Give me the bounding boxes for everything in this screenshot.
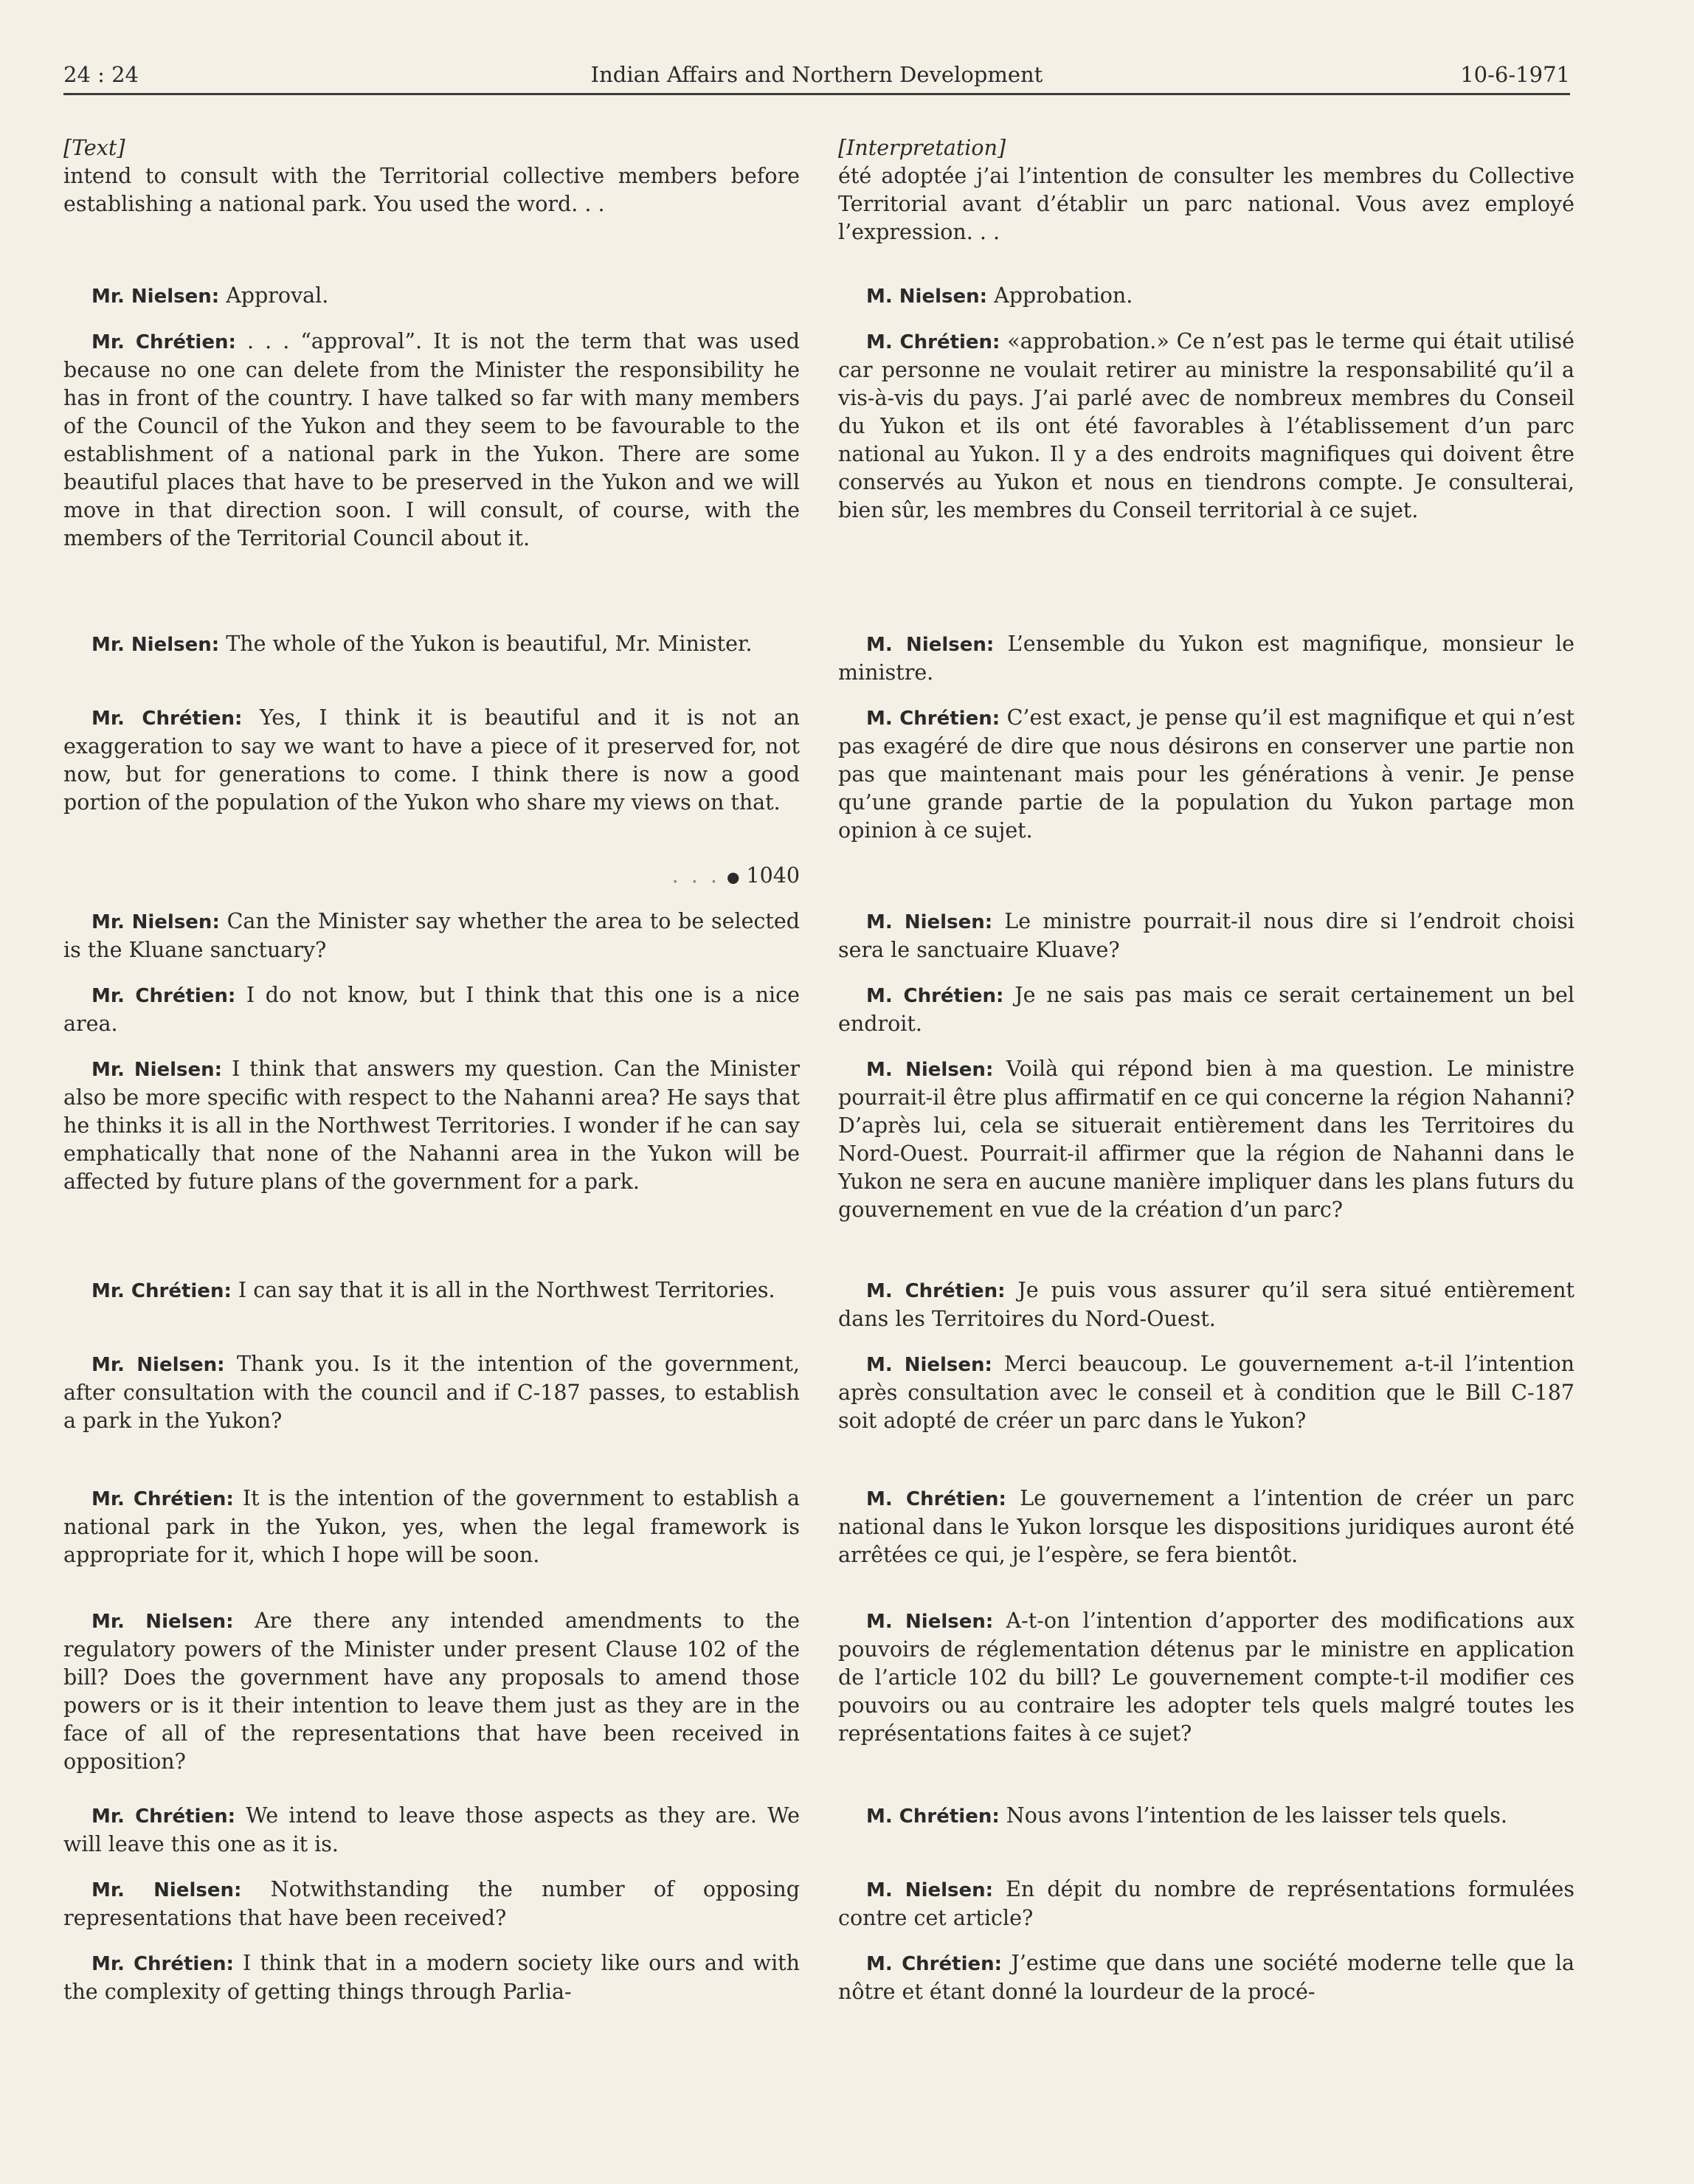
paragraph xyxy=(63,1485,800,1569)
speech-text: Merci beaucoup. Le gouvernement a-t-il l’intention après consultation avec le conseil et à condition que le Bill C-187 soit adopté de créer un parc dans le Yukon? xyxy=(838,1352,1574,1433)
marker-time: 1040 xyxy=(746,863,800,888)
speaker-name: Mr. Chrétien: xyxy=(91,1805,236,1828)
speech-text: L’ensemble du Yukon est magnifique, monsieur le ministre. xyxy=(838,632,1574,685)
speech-text: En dépit du nombre de représentations formulées contre cet article? xyxy=(838,1877,1574,1930)
paragraph xyxy=(63,328,800,553)
paragraph xyxy=(838,1802,1574,1831)
speaker-name: M. Nielsen: xyxy=(866,911,993,933)
paragraph xyxy=(838,328,1574,525)
speech-text: Notwithstanding the number of opposing representations that have been received? xyxy=(63,1877,801,1930)
speaker-name: M. Chrétien: xyxy=(866,708,1000,730)
running-title: Indian Affairs and Northern Development xyxy=(590,62,1043,87)
speaker-name: Mr. Nielsen: xyxy=(91,634,220,656)
speaker-name: M. Nielsen: xyxy=(866,1354,992,1376)
speech-text: We intend to leave those aspects as they are. We will leave this one as it is. xyxy=(63,1803,800,1856)
speech-text: Le gouvernement a l’intention de créer un parc national dans le Yukon lorsque les dispositions juridiques auront été arrêtées ce qui, je l’espère, se fera bientôt. xyxy=(838,1486,1575,1567)
speaker-name: Mr. Chrétien: xyxy=(91,985,236,1007)
paragraph xyxy=(63,1607,800,1776)
paragraph xyxy=(63,282,800,311)
speaker-name: M. Nielsen: xyxy=(866,634,995,656)
paragraph xyxy=(63,1276,800,1305)
paragraph xyxy=(838,1055,1574,1224)
speech-text: Thank you. Is it the intention of the government, after consultation with the council and if C-187 passes, to establish a park in the Yukon? xyxy=(63,1352,800,1433)
paragraph xyxy=(63,630,800,659)
speaker-name: Mr. Chrétien: xyxy=(91,708,243,730)
paragraph xyxy=(63,981,800,1038)
speech-text: Yes, I think it is beautiful and it is not an exaggeration to say we want to have a piece of it preserved for, not now, but for generations to come. I think there is now a good portion of the population of the Yukon who share my views on that. xyxy=(63,705,800,815)
speech-text: I think that in a modern society like ours and with the complexity of getting things through Parlia- xyxy=(63,1951,800,2004)
section-label-text: Interpretation xyxy=(846,136,998,160)
speaker-name: M. Chrétien: xyxy=(866,1953,1003,1975)
paragraph xyxy=(838,282,1574,311)
speaker-name: Mr. Chrétien: xyxy=(91,1488,234,1510)
speaker-name: M. Chrétien: xyxy=(866,1805,1000,1828)
speech-text: Le ministre pourrait-il nous dire si l’endroit choisi sera le sanctuaire Kluave? xyxy=(838,909,1575,962)
paragraph: été adoptée j’ai l’intention de consulter les membres du Collective Territorial avant d’établir un parc national. Vous avez employé l’expression. . . xyxy=(838,164,1574,244)
speech-text: Approbation. xyxy=(994,283,1133,308)
speech-text: J’estime que dans une société moderne telle que la nôtre et étant donné la lourdeur de la procé- xyxy=(838,1951,1575,2004)
speaker-name: M. Chrétien: xyxy=(866,1488,1006,1510)
paragraph xyxy=(838,1276,1574,1333)
speaker-name: Mr. Nielsen: xyxy=(91,1059,223,1081)
speaker-name: Mr. Chrétien: xyxy=(91,1280,232,1302)
speaker-name: Mr. Nielsen: xyxy=(91,911,220,933)
speech-text: «approbation.» Ce n’est pas le terme qui était utilisé car personne ne voulait retirer au ministre la responsabilité qu’il a vis-à-vis du pays. J’ai parlé avec de nombreux membres du Conseil du Yukon et ils ont été favorables à l’établissement d’un parc national au Yukon. Il y a des endroits magnifiques qui doivent être conservés au Yukon et nous en tiendrons compte. Je consulterai, bien sûr, les membres du Conseil territorial à ce sujet. xyxy=(838,329,1575,522)
speaker-name: Mr. Nielsen: xyxy=(91,1611,234,1633)
time-marker xyxy=(672,862,800,891)
paragraph xyxy=(63,1876,800,1932)
speaker-name: M. Nielsen: xyxy=(866,1059,994,1081)
bullet-icon: ● xyxy=(726,868,740,886)
speaker-name: M. Chrétien: xyxy=(866,1280,1006,1302)
speaker-name: Mr. Nielsen: xyxy=(91,1879,242,1901)
speech-text: I can say that it is all in the Northwest Territories. xyxy=(238,1278,775,1302)
paragraph xyxy=(838,908,1574,964)
speech-text: . . . “approval”. It is not the term that was used because no one can delete from the Minister the responsibility he has in front of the country. I have talked so far with many members of the Council of the Yukon and they seem to be favourable to the establishment of a national park in the Yukon. There are some beautiful places that have to be preserved in the Yukon and we will move in that direction soon. I will consult, of course, with the members of the Territorial Council about it. xyxy=(63,329,800,550)
paragraph xyxy=(838,630,1574,687)
paragraph xyxy=(838,1949,1574,2006)
speech-text: It is the intention of the government to establish a national park in the Yukon, yes, when the legal framework is appropriate for it, which I hope will be soon. xyxy=(63,1486,800,1567)
paragraph xyxy=(838,981,1574,1038)
paragraph xyxy=(63,1802,800,1859)
section-label: [Text] xyxy=(63,136,125,160)
speech-text: A-t-on l’intention d’apporter des modifications aux pouvoirs de réglementation détenus par le ministre en application de l’article 102 du bill? Le gouvernement compte-t-il modifier ces pouvoirs ou au contraire les adopter tels quels malgré toutes les représentations faites à ce sujet? xyxy=(838,1608,1574,1746)
speaker-name: M. Nielsen: xyxy=(866,1879,994,1901)
paragraph xyxy=(63,908,800,964)
speech-text: Voilà qui répond bien à ma question. Le ministre pourrait-il être plus affirmatif en ce qui concerne la région Nahanni? D’après lui, cela se situerait entièrement dans les Territoires du Nord-Ouest. Pourrait-il affirmer que la région de Nahanni dans le Yukon ne sera en aucune manière impliquer dans les plans futurs du gouvernement en vue de la création d’un parc? xyxy=(838,1057,1574,1222)
section-label-text: Text xyxy=(72,136,117,160)
paragraph xyxy=(838,1876,1574,1932)
paragraph xyxy=(63,1350,800,1435)
paragraph xyxy=(63,1949,800,2006)
paragraph xyxy=(838,1350,1574,1435)
speaker-name: M. Chrétien: xyxy=(866,331,1000,353)
paragraph: intend to consult with the Territorial collective members before establishing a national park. You used the word. . . xyxy=(63,164,800,216)
speaker-name: M. Nielsen: xyxy=(866,286,988,308)
speech-text: The whole of the Yukon is beautiful, Mr. Minister. xyxy=(226,632,753,656)
speech-text: C’est exact, je pense qu’il est magnifique et qui n’est pas exagéré de dire que nous désirons en conserver une partie non pas que maintenant mais pour les générations à venir. Je pense qu’une grande partie de la population du Yukon partage mon opinion à ce sujet. xyxy=(838,705,1575,843)
speaker-name: Mr. Chrétien: xyxy=(91,1953,234,1975)
speech-text: I think that answers my question. Can the Minister also be more specific with respect to the Nahanni area? He says that he thinks it is all in the Northwest Territories. I wonder if he can say emphatically that none of the Nahanni area in the Yukon will be affected by future plans of the government for a park. xyxy=(63,1057,800,1194)
paragraph xyxy=(63,1055,800,1196)
speaker-name: Mr. Chrétien: xyxy=(91,331,236,353)
speech-text: Je puis vous assurer qu’il sera situé entièrement dans les Territoires du Nord-Ouest. xyxy=(838,1278,1575,1331)
speaker-name: M. Chrétien: xyxy=(866,985,1004,1007)
speech-text: Are there any intended amendments to the regulatory powers of the Minister under present Clause 102 of the bill? Does the government have any proposals to amend those powers or is it their intention to leave them just as they are in the face of all of the representations that have been received in opposition? xyxy=(63,1608,800,1774)
paragraph xyxy=(838,1485,1574,1569)
paragraph xyxy=(63,704,800,817)
marker-dots: . . . xyxy=(671,863,720,888)
speaker-name: M. Nielsen: xyxy=(866,1611,994,1633)
speech-text: I do not know, but I think that this one is a nice area. xyxy=(63,983,800,1036)
speech-text: Can the Minister say whether the area to be selected is the Kluane sanctuary? xyxy=(63,909,800,962)
speech-text: Je ne sais pas mais ce serait certainement un bel endroit. xyxy=(838,983,1575,1036)
section-label: [Interpretation] xyxy=(838,136,1006,160)
paragraph xyxy=(838,704,1574,845)
speaker-name: Mr. Nielsen: xyxy=(91,286,220,308)
speech-text: Nous avons l’intention de les laisser tels quels. xyxy=(1006,1803,1507,1828)
paragraph xyxy=(838,1607,1574,1748)
page-date: 10-6-1971 xyxy=(1460,62,1570,87)
page-header xyxy=(63,52,1570,95)
speaker-name: Mr. Nielsen: xyxy=(91,1354,225,1376)
page-number: 24 : 24 xyxy=(63,62,139,87)
speech-text: Approval. xyxy=(226,283,329,308)
